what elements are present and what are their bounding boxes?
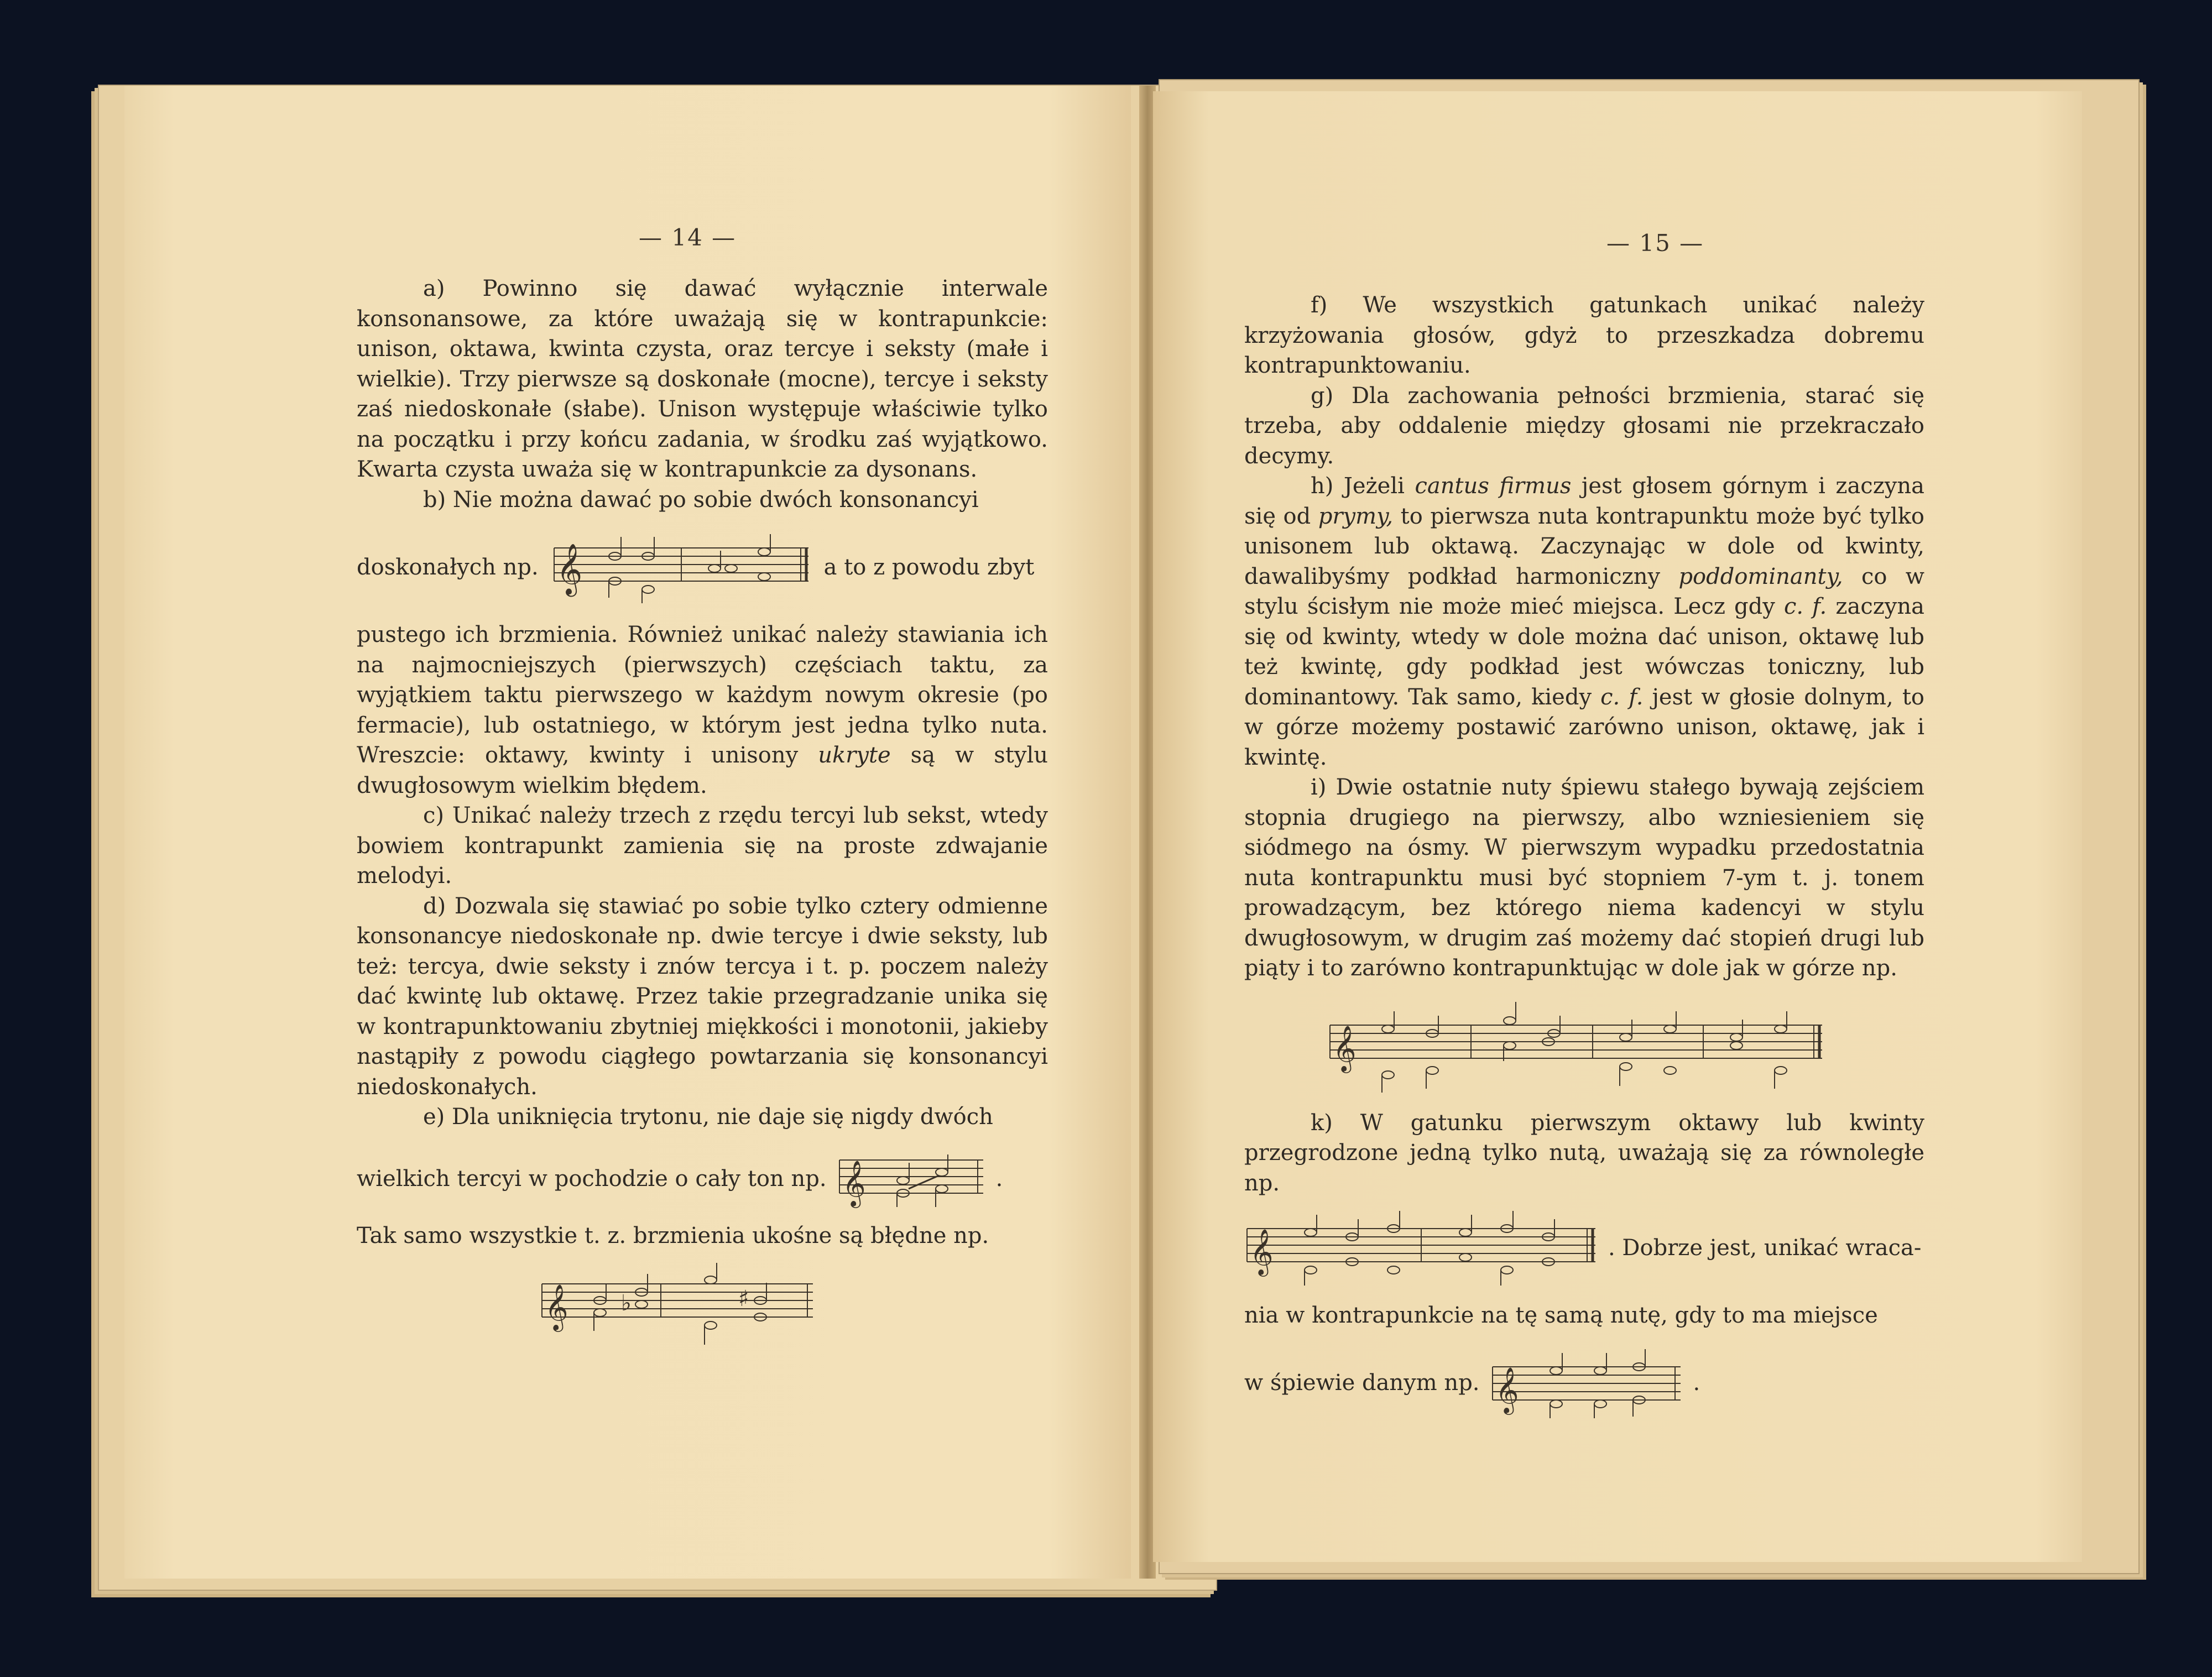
paragraph-k-rest: nia w kontrapunkcie na tę samą nutę, gdy to ma miejsce <box>1244 1303 1878 1328</box>
paragraph-d: d) Dozwala się stawiać po sobie tylko cztery odmienne konsonancye niedoskonałe np. dwie tercye i dwie seksty, lub też: tercya, dwie seksty i znów tercya i t. p. poczem należy dać kwintę lub oktawę. Przez takie przegradzanie unika się w kontrapunktowaniu zbytniej miękkości i monotonii, jakieby nastąpiły z powodu ciągłego powtarzania się konsonancyi niedoskonałych. <box>357 893 1048 1100</box>
right-page-body <box>1244 290 1924 1419</box>
paragraph-b-start: b) Nie można dawać po sobie dwóch konsonancyi <box>423 487 979 513</box>
h-text-1: h) Jeżeli <box>1311 473 1405 499</box>
right-page <box>1153 91 2082 1562</box>
example-line-k2 <box>1244 1347 1924 1419</box>
svg-text:♭: ♭ <box>621 1291 632 1316</box>
music-example-oblique <box>539 1262 816 1350</box>
svg-text:𝄞: 𝄞 <box>842 1159 866 1206</box>
music-example-b <box>549 531 814 603</box>
text-after-example-k: . Dobrze jest, unikać wraca- <box>1608 1235 1922 1261</box>
h-italic-cantus: cantus firmus <box>1415 473 1572 499</box>
music-example-parallel <box>1244 1209 1598 1287</box>
music-example-e <box>837 1149 986 1210</box>
example-cadence-wrap <box>1327 997 1924 1097</box>
svg-text:𝄞: 𝄞 <box>1333 1024 1357 1071</box>
music-example-cadence <box>1327 997 1825 1097</box>
page-number-right: — 15 — <box>1606 229 1704 257</box>
text-after-example-k2: . <box>1693 1370 1700 1396</box>
svg-text:♯: ♯ <box>738 1286 749 1312</box>
h-italic-prymy: prymy, <box>1318 503 1394 529</box>
h-text-3: to pierwsza nuta kontrapunktu może być tylko unisonem lub oktawą. Zaczynając w dole od kwinty, dawalibyśmy podkład harmoniczny <box>1244 503 1925 589</box>
h-text-6: jest w głosie dolnym, to w górze możemy postawić zarówno unison, oktawę, jak i kwintę. <box>1244 684 1925 770</box>
paragraph-c: c) Unikać należy trzech z rzędu tercyi lub sekst, wtedy bowiem kontrapunkt zamienia się na proste zdwajanie melodyi. <box>357 803 1048 889</box>
music-example-repeat <box>1490 1347 1683 1419</box>
paragraph-e-start: e) Dla uniknięcia trytonu, nie daje się nigdy dwóch <box>423 1104 993 1130</box>
paragraph-a: a) Powinno się dawać wyłącznie interwale konsonansowe, za które uważają się w kontrapunkcie: unison, oktawa, kwinta czysta, oraz tercye i seksty (małe i wielkie). Trzy pierwsze są doskonałe (mocne), tercye i seksty zaś niedoskonałe (słabe). Unison występuje właściwie tylko na początku i przy końcu zadania, w środku zaś wyjątkowo. Kwarta czysta uważa się w kontrapunkcie za dysonans. <box>357 276 1048 482</box>
h-italic-poddominanty: poddominanty, <box>1678 563 1843 589</box>
h-italic-cf-2: c. f. <box>1600 684 1644 710</box>
h-text-5: zaczyna się od kwinty, wtedy w dole można dać unison, oktawę lub też kwintę, gdy podkład jest wówczas toniczny, lub dominantowy. Tak samo, kiedy <box>1244 594 1924 710</box>
paragraph-f: f) We wszystkich gatunkach unikać należy krzyżowania głosów, gdyż to przeszkadza dobremu kontrapunktowaniu. <box>1244 292 1924 378</box>
paragraph-b-rest <box>357 620 1048 801</box>
paragraph-b-rest-text: pustego ich brzmienia. Również unikać należy stawiania ich na najmocniejszych (pierwszych) częściach taktu, za wyjątkiem taktu pierwszego w każdym nowym okresie (po fermacie), lub ostatniego, w którym jest jedna tylko nuta. Wreszcie: oktawy, kwinty i unisony <box>357 622 1048 768</box>
paragraph-k-start: k) W gatunku pierwszym oktawy lub kwinty przegrodzone jedną tylko nutą, uważają się za równoległe np. <box>1244 1110 1924 1196</box>
h-italic-cf-1: c. f. <box>1783 594 1827 619</box>
example-line-b <box>357 531 1048 603</box>
left-page-body <box>357 274 1048 1350</box>
italic-ukryte: ukryte <box>818 743 891 768</box>
open-book <box>91 69 2137 1645</box>
paragraph-i: i) Dwie ostatnie nuty śpiewu stałego bywają zejściem stopnia drugiego na pierwszy, albo wzniesieniem się siódmego na ósmy. W pierwszym wypadku przedostatnia nuta kontrapunktu musi być stopniem 7-ym t. j. tonem prowadzącym, bez którego niema kadencyi w stylu dwugłosowym, w drugim zaś możemy dać stopień drugi lub piąty i to zarówno kontrapunktując w dole jak w górze np. <box>1244 775 1924 981</box>
svg-text:𝄞: 𝄞 <box>1495 1366 1519 1413</box>
example-oblique-wrap <box>539 1262 1048 1350</box>
h-text-4: co w stylu ścisłym nie może mieć miejsca. Lecz gdy <box>1244 563 1924 619</box>
svg-text:𝄞: 𝄞 <box>545 1283 568 1330</box>
paragraph-g: g) Dla zachowania pełności brzmienia, starać się trzeba, aby oddalenie między głosami nie przekraczało decymy. <box>1244 383 1924 469</box>
paragraph-h <box>1244 471 1924 772</box>
example-line-e <box>357 1149 1048 1210</box>
svg-text:𝄞: 𝄞 <box>1250 1228 1274 1274</box>
text-before-example-b: doskonałych np. <box>357 554 539 580</box>
text-before-example-k2: w śpiewie danym np. <box>1244 1370 1480 1396</box>
left-page <box>124 86 1131 1579</box>
paragraph-e-rest: Tak samo wszystkie t. z. brzmienia ukośne są błędne np. <box>357 1223 989 1248</box>
svg-text:𝄞: 𝄞 <box>556 543 582 594</box>
text-before-example-e: wielkich tercyi w pochodzie o cały ton np. <box>357 1166 827 1192</box>
text-after-example-b: a to z powodu zbyt <box>823 554 1035 580</box>
paragraph-b-rest-end: są w stylu dwugłosowym wielkim błędem. <box>357 743 1048 798</box>
h-text-2: jest głosem górnym i zaczyna się od <box>1244 473 1924 529</box>
page-number-left: — 14 — <box>639 224 737 251</box>
example-line-k <box>1244 1209 1924 1287</box>
text-after-example-e: . <box>995 1166 1003 1192</box>
